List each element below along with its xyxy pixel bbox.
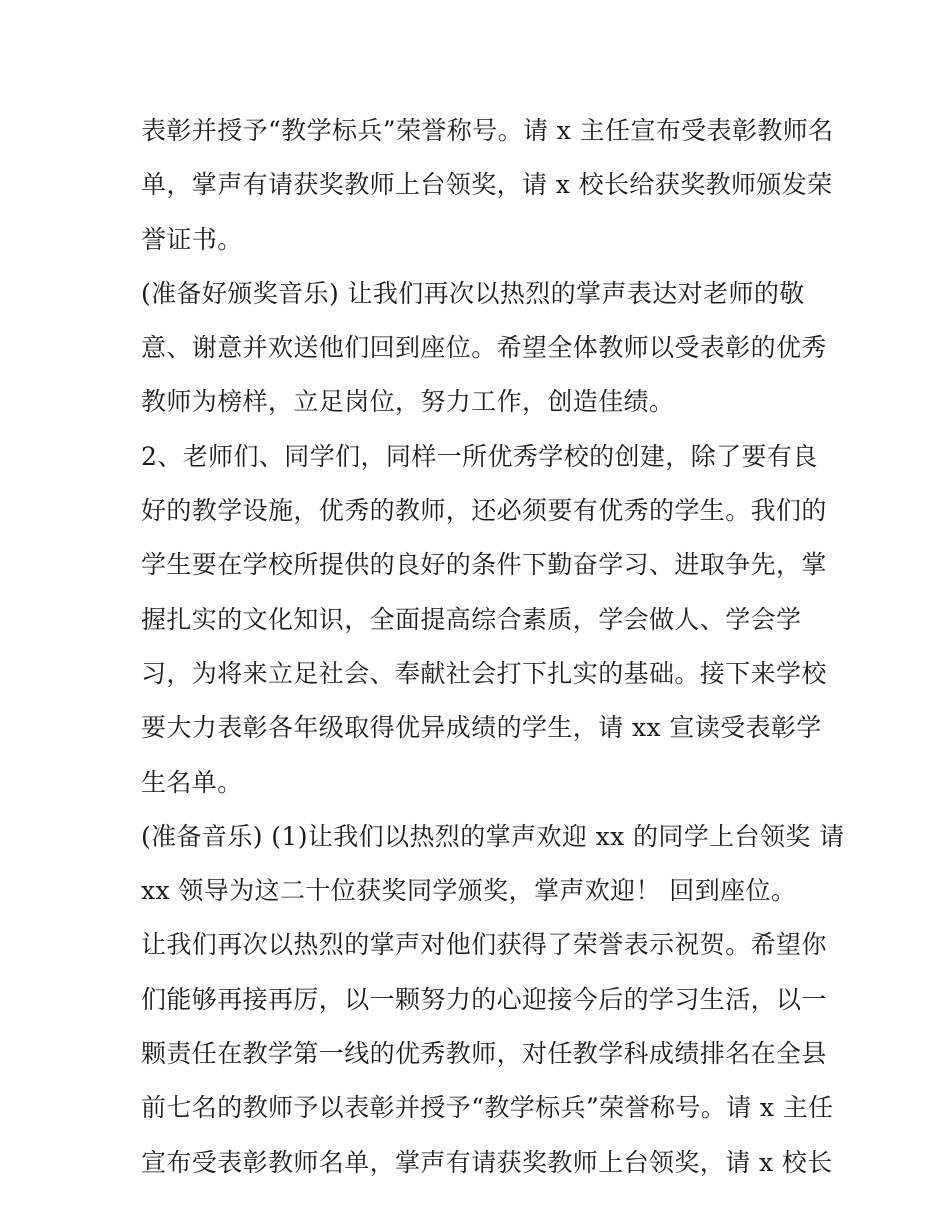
text-line: 习，为将来立足社会、奉献社会打下扎实的基础。接下来学校 — [141, 658, 827, 688]
text-line: 教师为榜样，立足岗位，努力工作，创造佳绩。 — [141, 387, 675, 417]
document-body — [141, 104, 845, 1190]
text-line: 表彰并授予“教学标兵”荣誉称号。请 x 主任宣布受表彰教师名 — [141, 116, 834, 145]
text-line: 单，掌声有请获奖教师上台领奖，请 x 校长给获奖教师颁发荣 — [141, 170, 833, 200]
text-line: xx 领导为这二十位获奖同学颁奖，掌声欢迎！ 回到座位。 — [141, 876, 797, 906]
text-line: 学生要在学校所提供的良好的条件下勤奋学习、进取争先，掌 — [141, 550, 827, 580]
text-line: 们能够再接再厉，以一颗努力的心迎接今后的学习生活，以一 — [141, 984, 827, 1014]
text-line: 前七名的教师予以表彰并授予“教学标兵”荣誉称号。请 x 主任 — [141, 1093, 834, 1123]
text-line: 生名单。 — [141, 767, 243, 797]
text-line: 宣布受表彰教师名单，掌声有请获奖教师上台领奖，请 x 校长 — [141, 1147, 833, 1177]
text-line: (准备好颁奖音乐) 让我们再次以热烈的掌声表达对老师的敬 — [141, 278, 805, 308]
text-line: 2、老师们、同学们，同样一所优秀学校的创建，除了要有良 — [141, 441, 818, 471]
text-line: 让我们再次以热烈的掌声对他们获得了荣誉表示祝贺。希望你 — [141, 930, 827, 960]
text-line: 握扎实的文化知识，全面提高综合素质，学会做人、学会学 — [141, 604, 802, 634]
text-line: 好的教学设施，优秀的教师，还必须要有优秀的学生。我们的 — [141, 496, 827, 526]
text-line: (准备音乐) (1)让我们以热烈的掌声欢迎 xx 的同学上台领奖 请 — [141, 821, 845, 851]
text-line: 颗责任在教学第一线的优秀教师，对任教学科成绩排名在全县 — [141, 1039, 827, 1069]
text-line: 誉证书。 — [141, 224, 243, 254]
text-line: 意、谢意并欢送他们回到座位。希望全体教师以受表彰的优秀 — [141, 333, 827, 363]
text-line: 要大力表彰各年级取得优异成绩的学生，请 xx 宣读受表彰学 — [141, 713, 822, 743]
